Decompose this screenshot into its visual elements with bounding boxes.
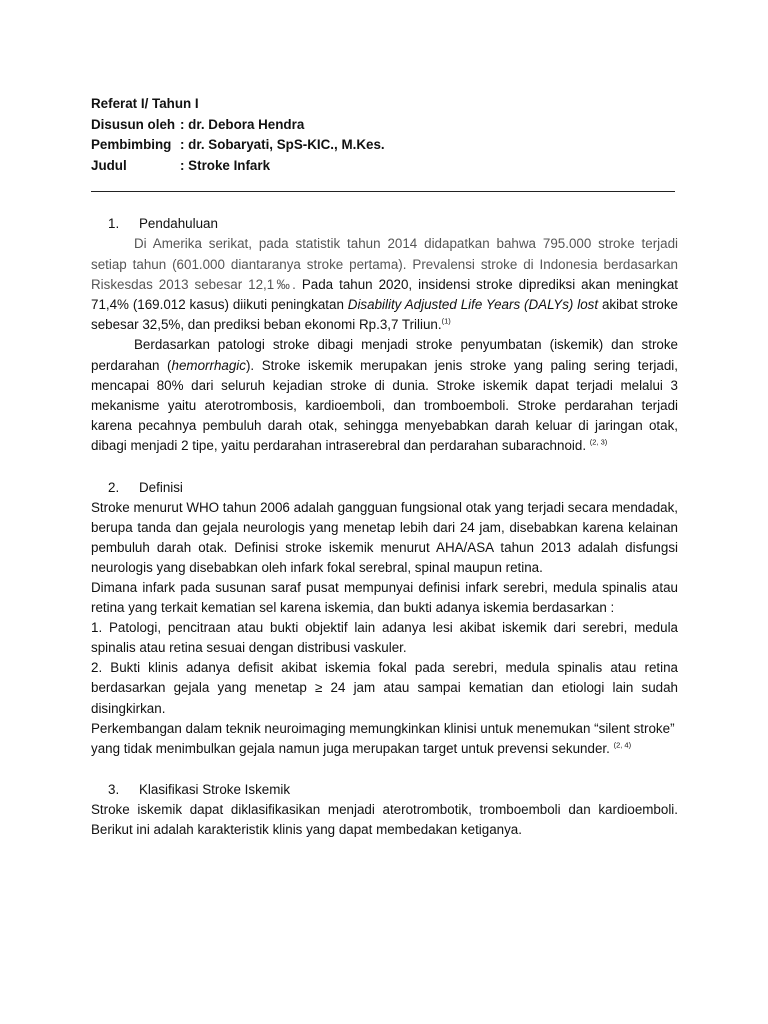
definition-criteria-2: 2. Bukti klinis adanya defisit akibat iskemia fokal pada serebri, medula spinalis atau retina berdasarkan gejala yang menetap ≥ 24 jam atau sampai kematian dan etiologi lain sudah disingkirkan. <box>91 660 678 716</box>
section-title: Pendahuluan <box>139 216 218 232</box>
section-number: 2. <box>108 479 120 495</box>
definition-text: Perkembangan dalam teknik neuroimaging memungkinkan klinisi untuk menemukan “silent stroke” yang tidak menimbulkan gejala namun juga merupakan target untuk prevensi sekunder. <box>91 720 675 756</box>
intro2-text-b: hemorrhagic <box>171 357 246 373</box>
citation-superscript: (2, 4) <box>613 740 632 750</box>
title-line <box>91 156 678 177</box>
section-title: Definisi <box>139 479 183 495</box>
definition-paragraph-1: Stroke menurut WHO tahun 2006 adalah gangguan fungsional otak yang terjadi secara mendadak, berupa tanda dan gejala neurologis yang menetap lebih dari 24 jam, disebabkan karena kelainan pembuluh darah otak. Definisi stroke iskemik menurut AHA/ASA tahun 2013 adalah disfungsi neurologis yang disebabkan oleh infark fokal serebral, spinal maupun retina. <box>91 499 678 575</box>
section-title: Klasifikasi Stroke Iskemik <box>139 781 291 797</box>
citation-superscript: (1) <box>441 316 451 326</box>
author-label: Disusun oleh <box>91 116 176 132</box>
intro-text-d: akibat stroke sebesar 32,5%, dan prediksi beban ekonomi Rp.3,7 Triliun. <box>91 296 678 333</box>
title-value: : Stroke Infark <box>180 157 271 173</box>
intro-text-c: Disability Adjusted Life Years (DALYs) lost <box>347 296 599 312</box>
advisor-line <box>91 135 678 156</box>
intro2-text-c: ). Stroke iskemik merupakan jenis stroke yang paling sering terjadi, mencapai 80% dari seluruh kejadian stroke di dunia. Stroke iskemik dapat terjadi melalui 3 mekanisme yaitu aterotrombosis, kardioemboli, dan tromboemboli. Stroke perdarahan terjadi karena pecahnya pembuluh darah otak, sehingga menyebabkan darah keluar di jaringan otak, dibagi menjadi 2 tipe, yaitu perdarahan intraserebral dan perdarahan subarachnoid. <box>91 357 678 454</box>
document-header <box>91 94 678 176</box>
definition-paragraph-2: Dimana infark pada susunan saraf pusat mempunyai definisi infark serebri, medula spinalis atau retina yang terkait kematian sel karena iskemia, dan bukti adanya iskemia berdasarkan : <box>91 579 678 616</box>
definition-paragraph-3 <box>91 719 678 759</box>
intro-text-b: Pada tahun 2020, insidensi stroke diprediksi akan meningkat 71,4% (169.012 kasus) diikuti peningkatan <box>91 276 678 312</box>
header-divider <box>91 191 675 192</box>
classification-paragraph: Stroke iskemik dapat diklasifikasikan menjadi aterotrombotik, tromboemboli dan kardioemboli. Berikut ini adalah karakteristik klinis yang dapat membedakan ketiganya. <box>91 801 678 837</box>
section-number: 1. <box>108 216 120 232</box>
referat-label: Referat I/ Tahun I <box>91 96 199 111</box>
intro2-text-a: Berdasarkan patologi stroke dibagi menjadi stroke penyumbatan (iskemik) dan stroke perdarahan ( <box>91 337 678 373</box>
intro-paragraph-2 <box>91 335 678 456</box>
section-1-heading <box>91 214 678 234</box>
citation-superscript: (2, 3) <box>589 437 608 447</box>
author-value: : dr. Debora Hendra <box>180 116 305 132</box>
section-number: 3. <box>108 781 120 797</box>
section-2-heading <box>91 478 678 498</box>
title-label: Judul <box>91 157 127 173</box>
definition-criteria-1: 1. Patologi, pencitraan atau bukti objektif lain adanya lesi akibat iskemik dari serebri, medula spinalis atau retina sesuai dengan distribusi vaskuler. <box>91 620 678 656</box>
referat-line <box>91 94 678 115</box>
intro-paragraph-1 <box>91 234 678 335</box>
section-3-heading <box>91 780 678 800</box>
author-line <box>91 115 678 136</box>
intro-text-a: Di Amerika serikat, pada statistik tahun 2014 didapatkan bahwa 795.000 stroke terjadi setiap tahun (601.000 diantaranya stroke pertama). Prevalensi stroke di Indonesia berdasarkan Riskesdas 2013 sebesar 12,1‰. <box>91 236 678 292</box>
advisor-value: : dr. Sobaryati, SpS-KIC., M.Kes. <box>180 137 385 153</box>
advisor-label: Pembimbing <box>91 137 172 153</box>
